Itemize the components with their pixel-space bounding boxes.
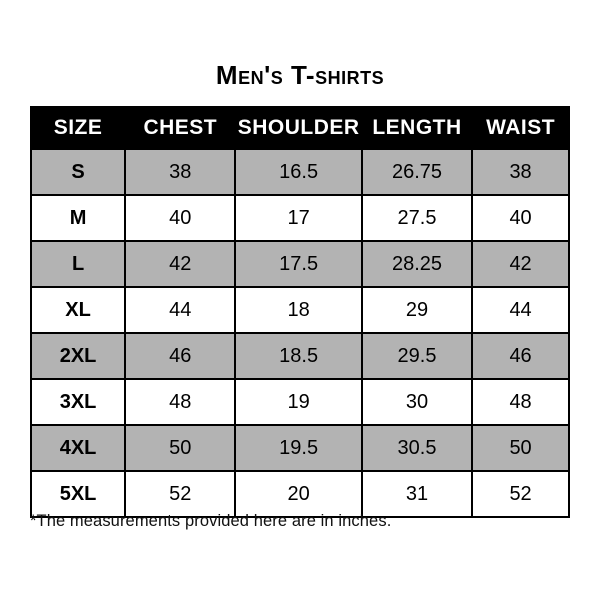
cell-chest: 46 xyxy=(125,333,235,379)
cell-chest: 42 xyxy=(125,241,235,287)
size-chart-table-wrapper xyxy=(30,106,570,518)
cell-shoulder: 18 xyxy=(235,287,361,333)
cell-chest: 40 xyxy=(125,195,235,241)
cell-length: 28.25 xyxy=(362,241,472,287)
cell-chest: 52 xyxy=(125,471,235,517)
size-chart-table xyxy=(30,106,570,518)
cell-length: 26.75 xyxy=(362,149,472,195)
cell-waist: 40 xyxy=(472,195,569,241)
page-title: Men's T-shirts xyxy=(215,60,385,90)
cell-waist: 48 xyxy=(472,379,569,425)
table-row xyxy=(31,287,569,333)
cell-length: 29.5 xyxy=(362,333,472,379)
column-header-shoulder: SHOULDER xyxy=(235,107,361,149)
cell-length: 27.5 xyxy=(362,195,472,241)
cell-size: 4XL xyxy=(31,425,125,471)
cell-shoulder: 19 xyxy=(235,379,361,425)
table-row xyxy=(31,379,569,425)
table-row xyxy=(31,333,569,379)
table-row xyxy=(31,195,569,241)
cell-size: 5XL xyxy=(31,471,125,517)
table-row xyxy=(31,149,569,195)
table-row xyxy=(31,471,569,517)
cell-waist: 46 xyxy=(472,333,569,379)
cell-shoulder: 17 xyxy=(235,195,361,241)
cell-waist: 52 xyxy=(472,471,569,517)
column-header-waist: WAIST xyxy=(472,107,569,149)
cell-shoulder: 18.5 xyxy=(235,333,361,379)
cell-waist: 42 xyxy=(472,241,569,287)
measurement-footnote: *The measurements provided here are in inches. xyxy=(30,512,392,530)
column-header-length: LENGTH xyxy=(362,107,472,149)
column-header-size: SIZE xyxy=(31,107,125,149)
cell-size: XL xyxy=(31,287,125,333)
cell-waist: 44 xyxy=(472,287,569,333)
cell-waist: 50 xyxy=(472,425,569,471)
cell-shoulder: 16.5 xyxy=(235,149,361,195)
cell-length: 30 xyxy=(362,379,472,425)
cell-shoulder: 20 xyxy=(235,471,361,517)
cell-size: 2XL xyxy=(31,333,125,379)
cell-chest: 44 xyxy=(125,287,235,333)
cell-size: S xyxy=(31,149,125,195)
cell-chest: 48 xyxy=(125,379,235,425)
table-header-row xyxy=(31,107,569,149)
cell-waist: 38 xyxy=(472,149,569,195)
table-row xyxy=(31,425,569,471)
column-header-chest: CHEST xyxy=(125,107,235,149)
cell-size: L xyxy=(31,241,125,287)
cell-size: 3XL xyxy=(31,379,125,425)
table-row xyxy=(31,241,569,287)
cell-chest: 38 xyxy=(125,149,235,195)
cell-shoulder: 19.5 xyxy=(235,425,361,471)
cell-shoulder: 17.5 xyxy=(235,241,361,287)
cell-length: 30.5 xyxy=(362,425,472,471)
table-body xyxy=(31,149,569,517)
cell-size: M xyxy=(31,195,125,241)
cell-length: 29 xyxy=(362,287,472,333)
cell-length: 31 xyxy=(362,471,472,517)
cell-chest: 50 xyxy=(125,425,235,471)
table-header xyxy=(31,107,569,149)
